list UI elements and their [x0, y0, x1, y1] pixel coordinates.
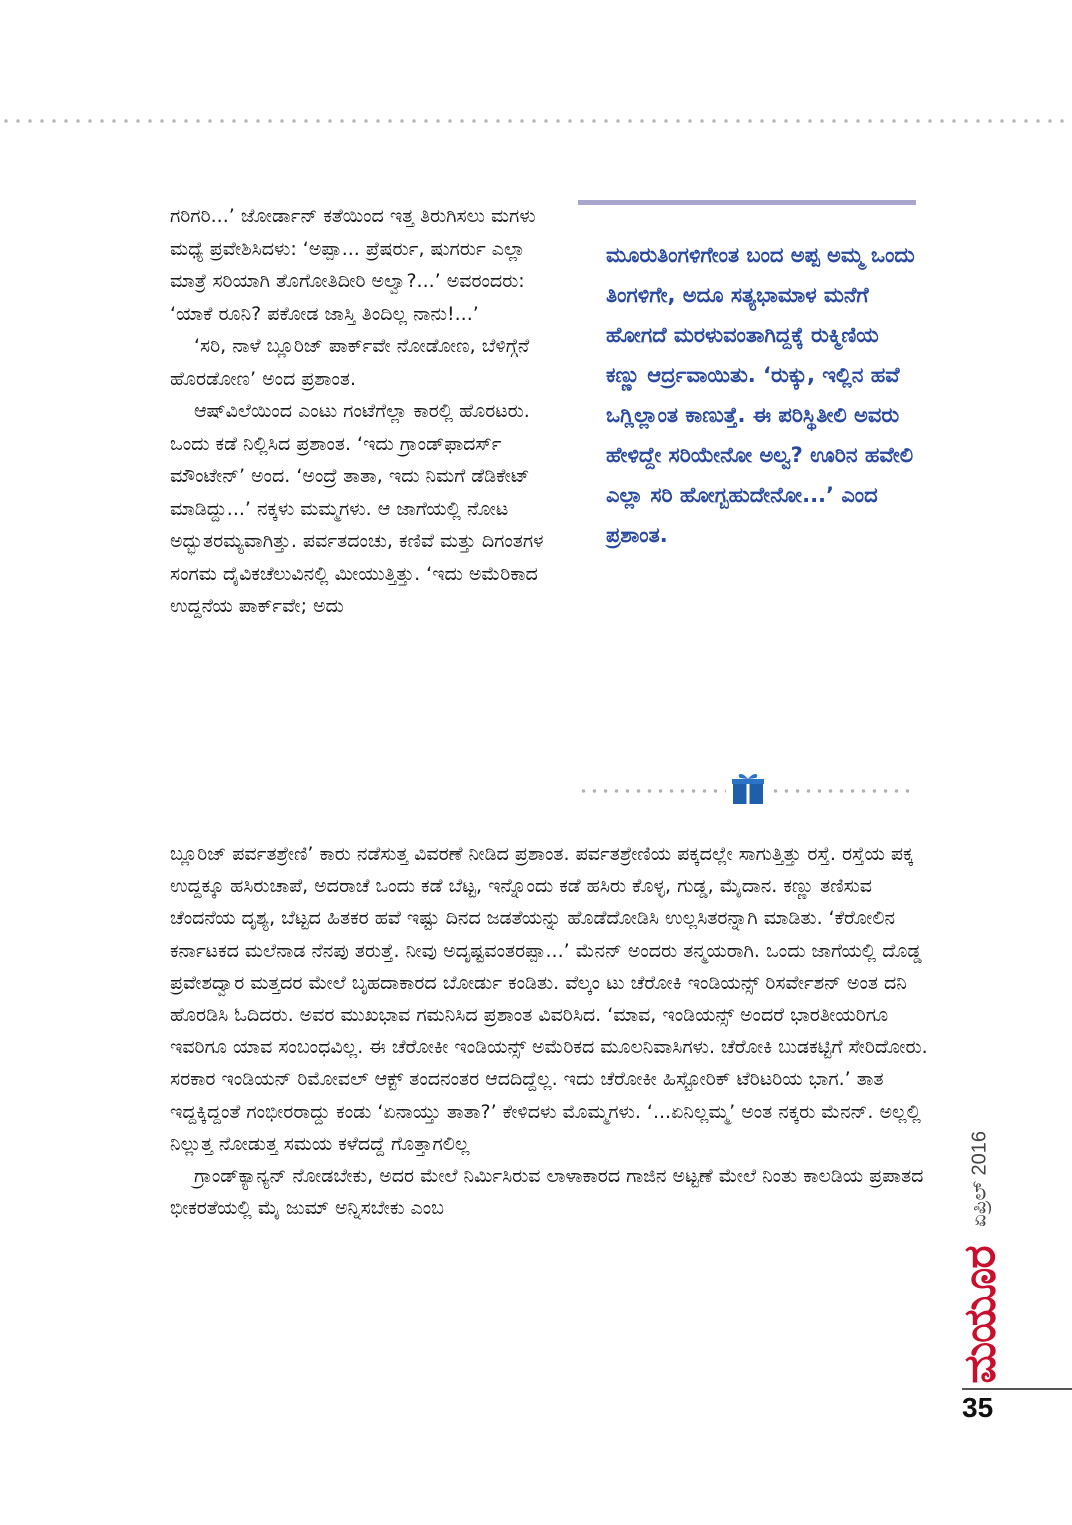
full-width-column	[170, 838, 930, 1224]
divider-dots-right	[770, 788, 916, 794]
paragraph-5: ಗ್ರಾಂಡ್‌ಕ್ಯಾನ್ಯನ್ ನೋಡಬೇಕು, ಅದರ ಮೇಲೆ ನಿರ್ಮಿಸಿರುವ ಲಾಳಾಕಾರದ ಗಾಜಿನ ಅಟ್ಟಣೆ ಮೇಲೆ ನಿಂತು ಕಾಲಡಿಯ ಪ್ರಪಾತದ ಭೀಕರತೆಯಲ್ಲಿ ಮೈ ಜುಮ್ ಅನ್ನಿಸಬೇಕು ಎಂಬ	[170, 1165, 924, 1220]
gift-divider	[578, 770, 916, 810]
magazine-logo	[940, 1240, 1020, 1390]
top-dotted-rule	[0, 118, 1072, 124]
magazine-logo-text: ಮಯೂರ	[954, 1246, 1006, 1384]
pull-quote-text: ಮೂರುತಿಂಗಳಿಗೇಂತ ಬಂದ ಅಪ್ಪ ಅಮ್ಮ ಒಂದು ತಿಂಗಳಿಗೇ, ಅದೂ ಸತ್ಯಭಾಮಾಳ ಮನೆಗೆ ಹೋಗದೆ ಮರಳುವಂತಾಗಿದ್ದಕ್ಕೆ ರುಕ್ಮಿಣಿಯ ಕಣ್ಣು ಆರ್ದ್ರವಾಯಿತು. ‘ರುಕ್ಕು, ಇಲ್ಲಿನ ಹವೆ ಒಗ್ಲಿಲ್ಲಾಂತ ಕಾಣುತ್ತೆ. ಈ ಪರಿಸ್ಥಿತೀಲಿ ಅವರು ಹೇಳಿದ್ದೇ ಸರಿಯೇನೋ ಅಲ್ವ? ಊರಿನ ಹವೇಲಿ ಎಲ್ಲಾ ಸರಿ ಹೋಗ್ಬಹುದೇನೋ...’ ಎಂದ ಪ್ರಶಾಂತ.	[606, 243, 915, 547]
paragraph-3: ಆಷ್‌ವಿಲೆಯಿಂದ ಎಂಟು ಗಂಟೆಗೆಲ್ಲಾ ಕಾರಲ್ಲಿ ಹೊರಟರು. ಒಂದು ಕಡೆ ನಿಲ್ಲಿಸಿದ ಪ್ರಶಾಂತ. ‘ಇದು ಗ್ರಾಂಡ್‌ಫಾದರ್ಸ್ ಮೌಂಟೇನ್’ ಅಂದ. ‘ಅಂದ್ರೆ ತಾತಾ, ಇದು ನಿಮಗೆ ಡೆಡಿಕೇಟ್ ಮಾಡಿದ್ದು...’ ನಕ್ಕಳು ಮಮ್ಮಗಳು. ಆ ಜಾಗೆಯಲ್ಲಿ ನೋಟ ಅದ್ಭುತರಮ್ಯವಾಗಿತ್ತು. ಪರ್ವತದಂಚು, ಕಣಿವೆ ಮತ್ತು ದಿಗಂತಗಳ ಸಂಗಮ ದೈವಿಕಚೆಲುವಿನಲ್ಲಿ ಮೀಯುತ್ತಿತ್ತು. ‘ಇದು ಅಮೆರಿಕಾದ ಉದ್ದನೆಯ ಪಾರ್ಕ್‌ವೇ; ಅದು	[170, 400, 544, 617]
gift-icon	[730, 770, 766, 806]
paragraph-1: ಗರಿಗರಿ...’ ಜೋರ್ಡಾನ್ ಕತೆಯಿಂದ ಇತ್ತ ತಿರುಗಿಸಲು ಮಗಳು ಮಧ್ಯೆ ಪ್ರವೇಶಿಸಿದಳು: ‘ಅಪ್ಪಾ... ಪ್ರೆಷರ್ರು, ಷುಗರ್ರು ಎಲ್ಲಾ ಮಾತ್ರೆ ಸರಿಯಾಗಿ ತೊಗೋತಿದೀರಿ ಅಲ್ವಾ?...’ ಅವರಂದರು: ‘ಯಾಕೆ ರೂನಿ? ಪಕೋಡ ಜಾಸ್ತಿ ತಿಂದಿಲ್ಲ ನಾನು!...’	[170, 205, 536, 325]
issue-month	[940, 1116, 1020, 1242]
left-column	[170, 200, 545, 623]
page-number-rule	[962, 1388, 1072, 1390]
divider-dots-left	[578, 788, 726, 794]
issue-month-label: ಏಪ್ರಿಲ್ 2016	[968, 1130, 991, 1228]
pull-quote-box	[578, 200, 916, 555]
paragraph-2: ‘ಸರಿ, ನಾಳೆ ಬ್ಲೂರಿಜ್ ಪಾರ್ಕ್‌ವೇ ನೋಡೋಣ, ಬೆಳಿಗ್ಗೆನೆ ಹೊರಡೋಣ’ ಅಂದ ಪ್ರಶಾಂತ.	[170, 335, 530, 390]
pull-quote-rule	[578, 200, 916, 205]
page-number: 35	[962, 1392, 994, 1423]
paragraph-4: ಬ್ಲೂರಿಜ್ ಪರ್ವತಶ್ರೇಣಿ’ ಕಾರು ನಡೆಸುತ್ತ ವಿವರಣೆ ನೀಡಿದ ಪ್ರಶಾಂತ. ಪರ್ವತಶ್ರೇಣಿಯ ಪಕ್ಕದಲ್ಲೇ ಸಾಗುತ್ತಿತ್ತು ರಸ್ತೆ. ರಸ್ತೆಯ ಪಕ್ಕ ಉದ್ದಕ್ಕೂ ಹಸಿರುಚಾಪೆ, ಅದರಾಚೆ ಒಂದು ಕಡೆ ಬೆಟ್ಟ, ಇನ್ನೊಂದು ಕಡೆ ಹಸಿರು ಕೊಳ್ಳ, ಗುಡ್ಡ, ಮೈದಾನ. ಕಣ್ಣು ತಣಿಸುವ ಚೆಂದನೆಯ ದೃಶ್ಯ, ಬೆಟ್ಟದ ಹಿತಕರ ಹವೆ ಇಷ್ಟು ದಿನದ ಜಡತೆಯನ್ನು ಹೊಡೆದೋಡಿಸಿ ಉಲ್ಲಸಿತರನ್ನಾಗಿ ಮಾಡಿತು. ‘ಕೆರೋಲಿನ ಕರ್ನಾಟಕದ ಮಲೆನಾಡ ನೆನಪು ತರುತ್ತೆ. ನೀವು ಅದೃಷ್ಟವಂತರಪ್ಪಾ...’ ಮೆನನ್ ಅಂದರು ತನ್ಮಯರಾಗಿ. ಒಂದು ಜಾಗೆಯಲ್ಲಿ ದೊಡ್ಡ ಪ್ರವೇಶದ್ವಾರ ಮತ್ತದರ ಮೇಲೆ ಬೃಹದಾಕಾರದ ಬೋರ್ಡು ಕಂಡಿತು. ವೆಲ್ಕಂ ಟು ಚೆರೋಕಿ ಇಂಡಿಯನ್ಸ್ ರಿಸರ್ವೇಶನ್ ಅಂತ ದನಿ ಹೊರಡಿಸಿ ಓದಿದರು. ಅವರ ಮುಖಭಾವ ಗಮನಿಸಿದ ಪ್ರಶಾಂತ ವಿವರಿಸಿದ. ‘ಮಾವ, ಇಂಡಿಯನ್ಸ್ ಅಂದರೆ ಭಾರತೀಯರಿಗೂ ಇವರಿಗೂ ಯಾವ ಸಂಬಂಧವಿಲ್ಲ. ಈ ಚೆರೋಕೀ ಇಂಡಿಯನ್ಸ್ ಅಮೆರಿಕದ ಮೂಲನಿವಾಸಿಗಳು. ಚೆರೋಕಿ ಬುಡಕಟ್ಟಿಗೆ ಸೇರಿದೋರು. ಸರಕಾರ ಇಂಡಿಯನ್ ರಿಮೋವಲ್ ಆಕ್ಟ್ ತಂದನಂತರ ಆದದಿದ್ದೆಲ್ಲ. ಇದು ಚೆರೋಕೀ ಹಿಸ್ಟೋರಿಕ್ ಟೆರಿಟರಿಯ ಭಾಗ.’ ತಾತ ಇದ್ದಕ್ಕಿದ್ದಂತೆ ಗಂಭೀರರಾದ್ದು ಕಂಡು ‘ಏನಾಯ್ತು ತಾತಾ?’ ಕೇಳಿದಳು ಮೊಮ್ಮಗಳು. ‘...ಏನಿಲ್ಲಮ್ಮ’ ಅಂತ ನಕ್ಕರು ಮೆನನ್. ಅಲ್ಲಲ್ಲಿ ನಿಲ್ಲುತ್ತ ನೋಡುತ್ತ ಸಮಯ ಕಳೆದದ್ದೆ ಗೊತ್ತಾಗಲಿಲ್ಲ	[170, 843, 928, 1155]
